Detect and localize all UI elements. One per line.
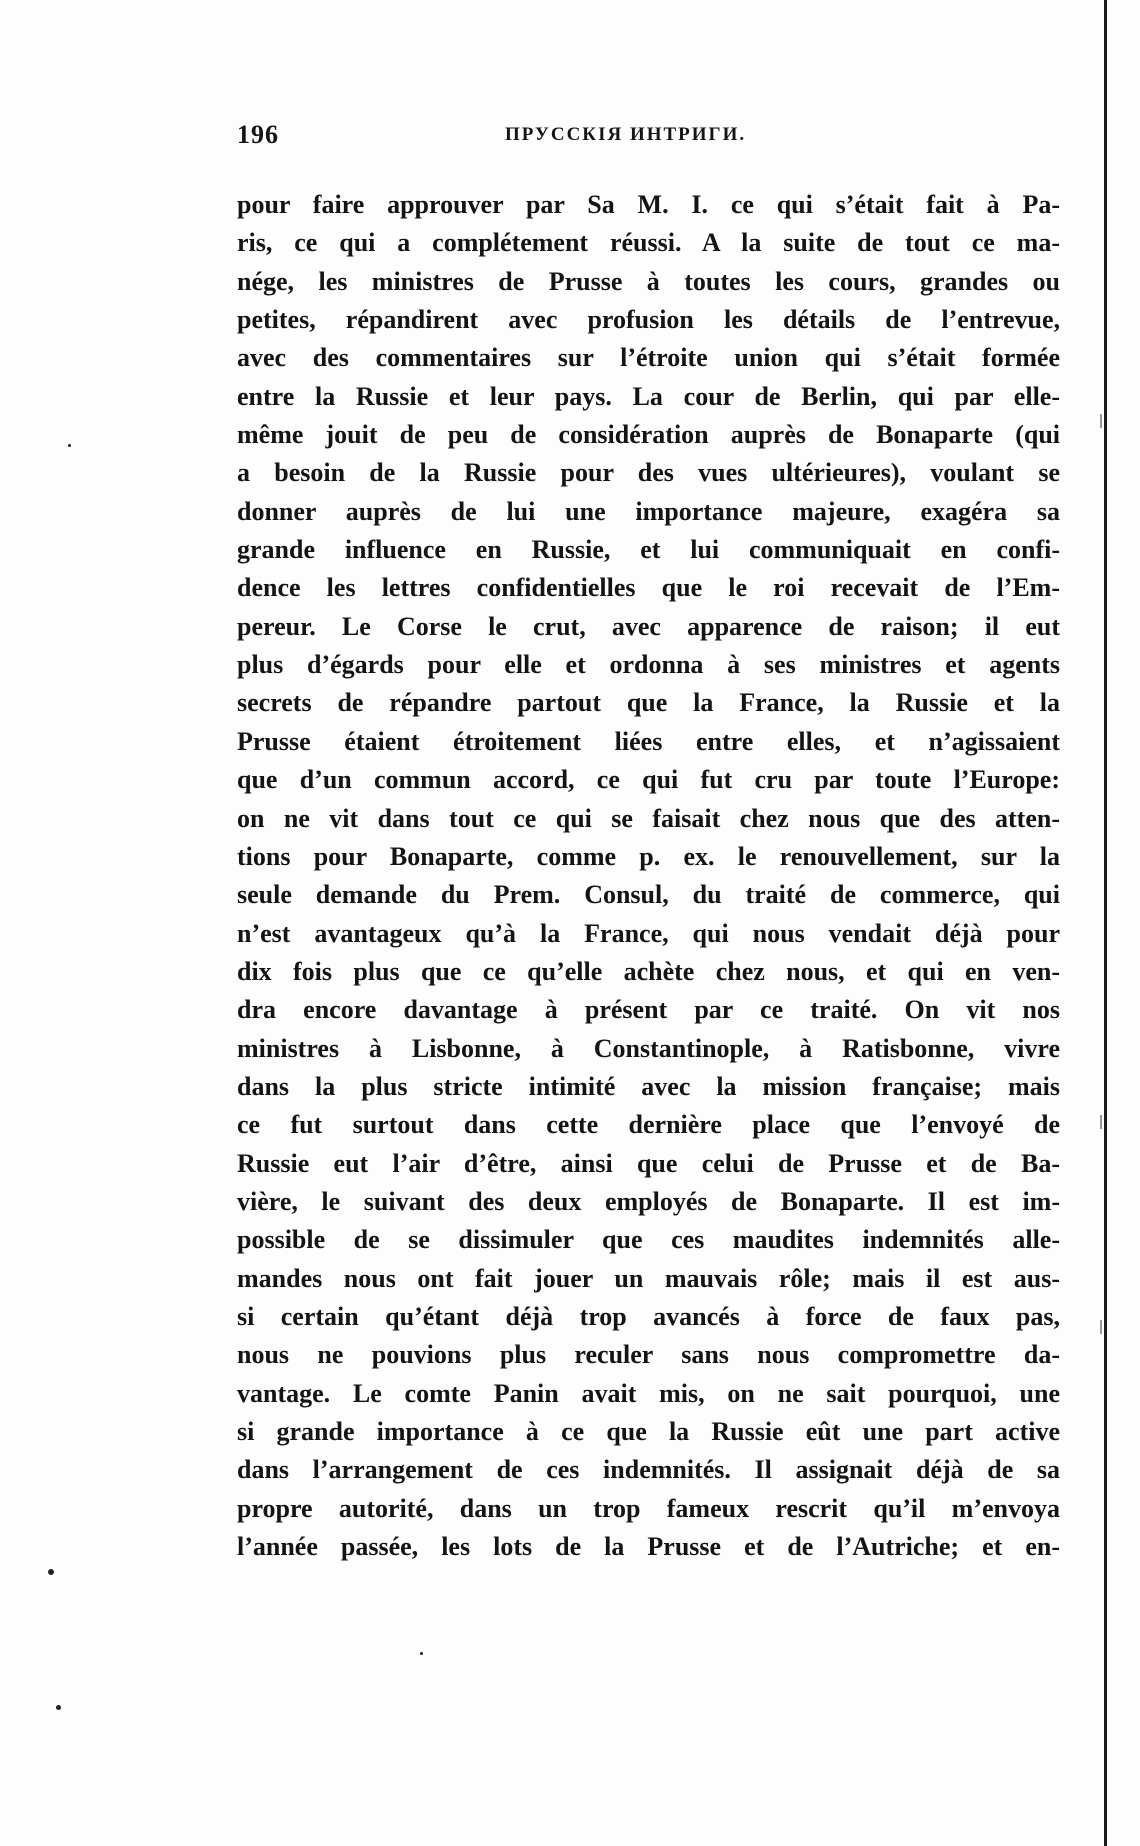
text-line: ris, ce qui a complétement réussi. A la suite de tout ce ma- [237,228,1060,258]
text-line: mandes nous ont fait jouer un mauvais rôle; mais il est aus- [237,1263,1060,1293]
text-line: grande influence en Russie, et lui communiquait en confi- [237,535,1060,565]
text-line: même jouit de peu de considération auprès de Bonaparte (qui [237,420,1060,450]
text-line: possible de se dissimuler que ces maudites indemnités alle- [237,1225,1060,1255]
text-line: avec des commentaires sur l’étroite union qui s’était formée [237,343,1060,373]
running-title: ПРУССКІЯ ИНТРИГИ. [505,124,747,145]
text-line: secrets de répandre partout que la France, la Russie et la [237,688,1060,718]
text-line: l’année passée, les lots de la Prusse et de l’Autriche; et en- [237,1532,1060,1562]
text-line: dix fois plus que ce qu’elle achète chez nous, et qui en ven- [237,956,1060,986]
text-line: entre la Russie et leur pays. La cour de Berlin, qui par elle- [237,381,1060,411]
text-line: on ne vit dans tout ce qui se faisait chez nous que des atten- [237,803,1060,833]
page-number: 196 [237,120,279,149]
text-line: dans l’arrangement de ces indemnités. Il assignait déjà de sa [237,1455,1060,1485]
page-edge-shadow [1104,0,1107,1846]
text-line: nége, les ministres de Prusse à toutes les cours, grandes ou [237,266,1060,296]
margin-speck [68,444,71,447]
text-line: dence les lettres confidentielles que le roi recevait de l’Em- [237,573,1060,603]
gutter-mark [1100,414,1102,428]
text-line: pour faire approuver par Sa M. I. ce qui s’était fait à Pa- [237,190,1060,219]
margin-speck [56,1705,61,1710]
text-line: dans la plus stricte intimité avec la mission française; mais [237,1071,1060,1101]
text-line: si grande importance à ce que la Russie eût une part active [237,1417,1060,1446]
text-line: si certain qu’étant déjà trop avancés à force de faux pas, [237,1301,1060,1331]
text-line: dra encore davantage à présent par ce traité. On vit nos [237,995,1060,1025]
text-line: propre autorité, dans un trop fameux rescrit qu’il m’envoya [237,1493,1060,1523]
text-line: donner auprès de lui une importance majeure, exagéra sa [237,496,1060,526]
margin-speck [48,1569,54,1575]
text-line: vantage. Le comte Panin avait mis, on ne sait pourquoi, une [237,1378,1060,1408]
gutter-mark [1100,1320,1102,1334]
text-line: petites, répandirent avec profusion les détails de l’entrevue, [237,305,1060,335]
text-line: plus d’égards pour elle et ordonna à ses ministres et agents [237,650,1060,680]
text-line: vière, le suivant des deux employés de Bonaparte. Il est im- [237,1186,1060,1216]
text-line: que d’un commun accord, ce qui fut cru par toute l’Europe: [237,765,1060,795]
text-line: seule demande du Prem. Consul, du traité de commerce, qui [237,880,1060,910]
text-line: n’est avantageux qu’à la France, qui nous vendait déjà pour [237,918,1060,948]
text-line: pereur. Le Corse le crut, avec apparence de raison; il eut [237,611,1060,641]
page-header [237,120,1060,156]
text-line: tions pour Bonaparte, comme p. ex. le renouvellement, sur la [237,841,1060,871]
text-line: ce fut surtout dans cette dernière place que l’envoyé de [237,1110,1060,1140]
text-line: Prusse étaient étroitement liées entre elles, et n’agissaient [237,726,1060,756]
text-line: a besoin de la Russie pour des vues ultérieures), voulant se [237,458,1060,488]
body-text [237,186,1060,1566]
text-line: ministres à Lisbonne, à Constantinople, à Ratisbonne, vivre [237,1033,1060,1063]
margin-speck [420,1652,423,1655]
text-line: nous ne pouvions plus reculer sans nous compromettre da- [237,1340,1060,1370]
gutter-mark [1100,1115,1102,1129]
text-line: Russie eut l’air d’être, ainsi que celui de Prusse et de Ba- [237,1148,1060,1178]
